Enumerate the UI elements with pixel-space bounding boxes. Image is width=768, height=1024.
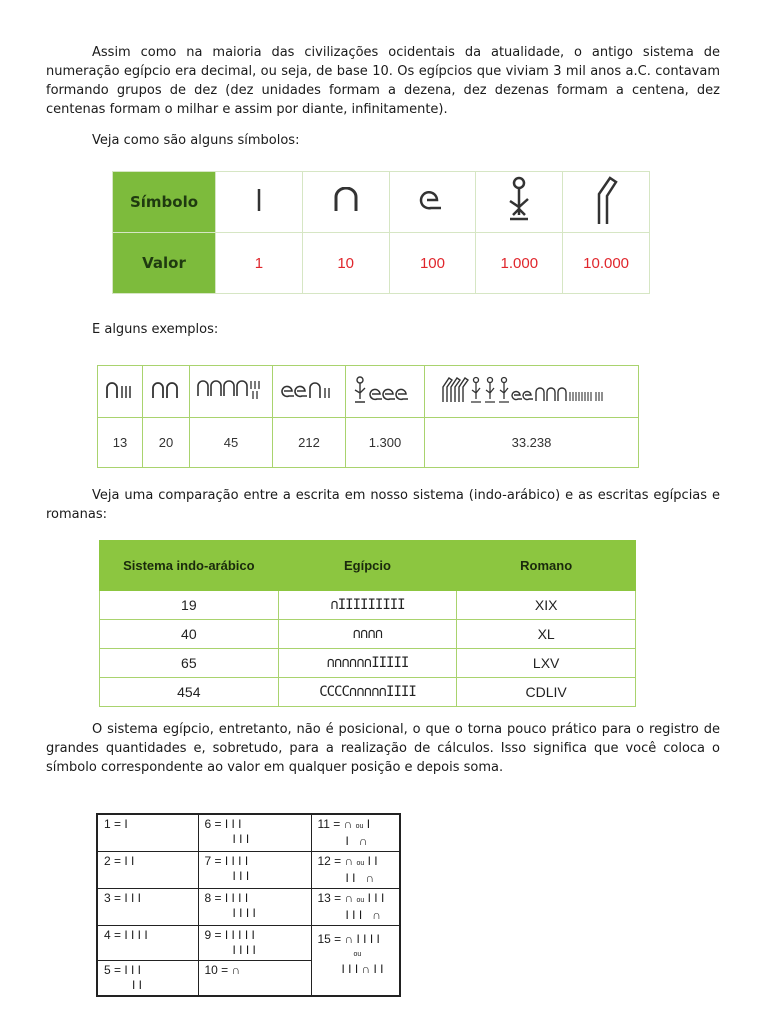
unit-15: 15 = ∩ I I I I ou I I I ∩ I I: [311, 926, 400, 997]
example-20: 20: [143, 418, 190, 468]
value-label: Valor: [113, 233, 216, 294]
unit-13: 13 = ∩ ou I I I I I I ∩: [311, 889, 400, 926]
unit-6: 6 = I I I I I I: [198, 814, 311, 852]
symbol-label: Símbolo: [113, 172, 216, 233]
example-212: 212: [273, 418, 346, 468]
value-1: 1: [216, 233, 303, 294]
unit-4: 4 = I I I I: [97, 926, 198, 961]
header-egyptian: Egípcio: [278, 541, 457, 591]
examples-table: [97, 365, 639, 468]
unit-9: 9 = I I I I I I I I I: [198, 926, 311, 961]
eg-cell: ∩IIIIIIIII: [278, 591, 457, 620]
glyph-13: [98, 366, 143, 418]
table-row: [100, 678, 636, 707]
comparison-intro: Veja uma comparação entre a escrita em nosso sistema (indo-arábico) e as escritas egípcias e romanas:: [46, 488, 720, 522]
glyph-20: [143, 366, 190, 418]
header-indo-arabic: Sistema indo-arábico: [100, 541, 279, 591]
table-row: [100, 649, 636, 678]
glyph-33238: [425, 366, 639, 418]
comparison-table: [99, 540, 636, 707]
ro-cell: LXV: [457, 649, 636, 678]
example-33238: 33.238: [425, 418, 639, 468]
table-row: [100, 591, 636, 620]
unit-7: 7 = I I I I I I I: [198, 852, 311, 889]
example-1300: 1.300: [346, 418, 425, 468]
unit-3: 3 = I I I: [97, 889, 198, 926]
unit-10: 10 = ∩: [198, 961, 311, 997]
unit-12: 12 = ∩ ou I I I I ∩: [311, 852, 400, 889]
symbols-table: [112, 171, 650, 294]
unit-11: 11 = ∩ ou I I ∩: [311, 814, 400, 852]
intro-paragraph: Assim como na maioria das civilizações ocidentais da atualidade, o antigo sistema de numeração egípcio era decimal, ou seja, de base 10. Os egípcios que viviam 3 mil anos a.C. contavam formando grupos de dez (dez unidades formam a dezena, dez dezenas formam a centena, dez centenas formam o milhar e assim por diante, infinitamente).: [46, 45, 720, 117]
ia-cell: 454: [100, 678, 279, 707]
eg-cell: CCCC∩∩∩∩∩IIII: [278, 678, 457, 707]
ia-cell: 65: [100, 649, 279, 678]
ro-cell: XIX: [457, 591, 636, 620]
ia-cell: 40: [100, 620, 279, 649]
glyph-45: [190, 366, 273, 418]
symbols-intro: Veja como são alguns símbolos:: [92, 133, 300, 148]
glyph-1300: [346, 366, 425, 418]
ro-cell: CDLIV: [457, 678, 636, 707]
value-10000: 10.000: [563, 233, 650, 294]
unit-5: 5 = I I I I I: [97, 961, 198, 997]
value-100: 100: [389, 233, 476, 294]
eg-cell: ∩∩∩∩: [278, 620, 457, 649]
heel-bone-glyph: [302, 172, 389, 233]
table-row: [100, 620, 636, 649]
ro-cell: XL: [457, 620, 636, 649]
positional-paragraph: O sistema egípcio, entretanto, não é posicional, o que o torna pouco prático para o registro de grandes quantidades e, sobretudo, para a realização de cálculos. Isso significa que você coloca o símbolo correspondente ao valor em qualquer posição e depois soma.: [46, 722, 720, 775]
examples-intro: E alguns exemplos:: [92, 322, 219, 337]
lotus-glyph: [476, 172, 563, 233]
rope-coil-glyph: [389, 172, 476, 233]
example-45: 45: [190, 418, 273, 468]
value-1000: 1.000: [476, 233, 563, 294]
glyph-212: [273, 366, 346, 418]
example-13: 13: [98, 418, 143, 468]
unit-8: 8 = I I I I I I I I: [198, 889, 311, 926]
eg-cell: ∩∩∩∩∩∩IIIII: [278, 649, 457, 678]
unit-1: 1 = I: [97, 814, 198, 852]
stroke-glyph: [216, 172, 303, 233]
value-10: 10: [302, 233, 389, 294]
finger-glyph: [563, 172, 650, 233]
unit-2: 2 = I I: [97, 852, 198, 889]
header-roman: Romano: [457, 541, 636, 591]
ia-cell: 19: [100, 591, 279, 620]
units-table: [96, 813, 401, 997]
